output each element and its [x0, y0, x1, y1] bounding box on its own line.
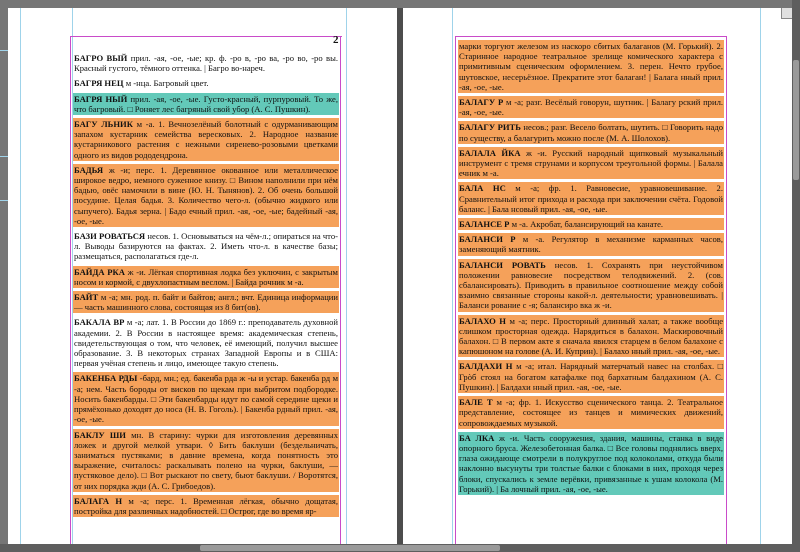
- entry-definition: м -нца. Багровый цвет.: [125, 78, 209, 89]
- dictionary-entry[interactable]: [458, 147, 724, 180]
- column-margin-line: [455, 36, 456, 544]
- entry-definition: м -а; фр. 1. Равновесие, уравновешивание. 2. Сравнительный итог прихода и расхода при заключении счёта. Годовой баланс. | Бала нсовый прил. -ая, -ое, -ые.: [459, 183, 723, 214]
- entry-definition: марки торгуют железом из наскоро сбитых балаганов (М. Горький). 2. Старинное народное театральное зрелище комического характера с примитивным сценическим оформлением. 3. перен. Нечто грубое, шутовское, несерьёзное. Прекратите этот балаган! | Балага нный прил. -ая, -ое, -ые.: [459, 41, 723, 92]
- entry-definition: ж -и. Часть сооружения, здания, машины, станка в виде опорного бруса. Железобетонная балка. □ Все головы поднялись вверх, глаза ожидающе смотрели в полукруглое под колоколами, откуда были наклонно высунуты три толстые балки с блоками в них, проходя через блоки, спускались к земле верёвки, привязанные к ушам колокола (М. Горький). | Ба лочный прил. -ая, -ое, -ые.: [459, 432, 723, 494]
- entry-headword: БАЛАНСЕ Р: [459, 219, 510, 230]
- entry-headword: БАКЕНБА РДЫ: [74, 373, 138, 384]
- dictionary-entry[interactable]: [73, 372, 339, 425]
- entry-definition: м -а; лат. 1. В России до 1869 г.: преподаватель духовной академии. 2. В России в настоящее время: академическая степень, свидетельствующая о том, что человек, её имеющий, получил высшее образование. 3. В некоторых странах Западной Европы и в США: первая учёная степень и лицо, имеющее такую степень.: [74, 317, 339, 369]
- entry-headword: БАЛАГУ Р: [459, 97, 504, 108]
- column-margin-line: [340, 36, 341, 544]
- left-text-frame[interactable]: [73, 52, 339, 542]
- ruler-guide[interactable]: [760, 8, 761, 544]
- entry-definition: несов.; разг. Весело болтать, шутить. □ Говорить надо по существу, а балагурить можно после (М. А. Шолохов).: [459, 122, 723, 143]
- dictionary-entry[interactable]: [458, 233, 724, 255]
- entry-definition: м -а. Акробат, балансирующий на канате.: [511, 219, 664, 230]
- dictionary-entry[interactable]: [73, 93, 339, 115]
- dictionary-entry[interactable]: [458, 218, 724, 230]
- column-margin-line: [726, 36, 727, 544]
- entry-definition: несов. 1. Сохранять при неустойчивом положении равновесие посредством телодвижений. 2. (сов. сбалансировать). Приводить в правильное соотношение между собой взаимно связанные стороны какой-л. деятельности; уравновешивать. | Баланси рование с -я; балансиро вка ж -и.: [459, 259, 723, 311]
- top-margin-line: [455, 36, 727, 37]
- ruler-guide[interactable]: [20, 8, 21, 544]
- entry-headword: БАДЬЯ: [74, 164, 104, 175]
- dictionary-entry[interactable]: [458, 259, 724, 312]
- entry-headword: БАЛАХО Н: [459, 315, 506, 326]
- dictionary-entry[interactable]: [73, 164, 339, 227]
- page-corner-icon: [781, 8, 792, 19]
- dictionary-entry[interactable]: [458, 40, 724, 93]
- scroll-thumb[interactable]: [793, 60, 799, 180]
- entry-definition: м -а; перс. Просторный длинный халат, а также вообще слишком просторная одежда. Нарядиться в балахон. Маскировочный балахон. □ В первом акте я сначала явился старцем в белом балахоне с капюшоном на голове (А. И. Куприн). | Балахо нный прил. -ая, -ое, -ые.: [459, 315, 724, 357]
- top-margin-line: [70, 36, 342, 37]
- entry-headword: БАГРЯ НЕЦ: [74, 78, 124, 89]
- entry-headword: БАГРО ВЫЙ: [74, 53, 128, 63]
- dictionary-entry[interactable]: [73, 118, 339, 161]
- entry-definition: м -а; фр. 1. Искусство сценического танца. 2. Театральное представление, состоящее из танцев и мимических движений, сопровождаемых музыкой.: [459, 397, 723, 428]
- entry-headword: БА ЛКА: [459, 432, 495, 443]
- entry-definition: прил. -ая, -ое, -ые; кр. ф. -ро в, -ро ва, -ро во, -ро вы. Красный густого, тёмного оттенка. | Багро во-нареч.: [74, 53, 338, 74]
- entry-definition: м -а; мн. род. п. байт и байтов; англ.; вчт. Единица информации — часть машинного слова, состоящая из 8 бит(ов).: [74, 292, 338, 313]
- entry-headword: БАЛАГУ РИТЬ: [459, 122, 521, 133]
- dictionary-entry[interactable]: [73, 230, 339, 263]
- dictionary-entry[interactable]: [458, 121, 724, 143]
- dictionary-entry[interactable]: [73, 316, 339, 369]
- dictionary-entry[interactable]: [73, 266, 339, 288]
- dictionary-entry[interactable]: [73, 495, 339, 517]
- entry-headword: БАГУ ЛЬНИК: [74, 119, 133, 130]
- entry-definition: -бард, мн.; ед. бакенба рда ж -ы и устар. бакенба рд м -а; нем. Часть бороды от висков по щекам при выбритом подбородке. Носить бакенбарды. □ Эти бакенбарды идут по самой середине щеки и прямёхонько доходят до носа (Н. В. Гоголь). | Бакенба рдный прил. -ая, -ое, -ые.: [74, 373, 339, 425]
- dictionary-entry[interactable]: [458, 182, 724, 215]
- dictionary-entry[interactable]: [458, 360, 724, 393]
- dictionary-entry[interactable]: [73, 291, 339, 313]
- entry-definition: прил. -ая, -ое, -ые. Густо-красный, пурпуровый. То же, что багровый. □ Роняет лес багряный свой убор (А. С. Пушкин).: [74, 93, 338, 114]
- ruler-guide[interactable]: [346, 8, 347, 544]
- entry-headword: БАЛАНСИ РОВАТЬ: [459, 259, 546, 270]
- entry-headword: БАЗИ РОВАТЬСЯ: [74, 231, 146, 242]
- entry-definition: м -а. Регулятор в механизме карманных часов, заменяющий маятник.: [459, 234, 723, 255]
- entry-definition: ж -и. Лёгкая спортивная лодка без уключин, с закрытым носом и кормой, с двухлопастным веслом. | Байда рочник м -а.: [74, 266, 338, 287]
- entry-headword: БАЛАЛА ЙКА: [459, 147, 521, 158]
- right-text-frame[interactable]: [458, 40, 724, 542]
- entry-definition: м -а. 1. Вечнозелёный болотный с одурманивающим запахом кустарник семейства вересковых. 2. Народное название кустарникового растения с нежными сиренево-розовыми цветками одного из видов рододендрона.: [74, 119, 338, 160]
- dictionary-entry[interactable]: [458, 432, 724, 495]
- dictionary-entry[interactable]: [73, 52, 339, 74]
- entry-headword: БАЙДА РКА: [74, 266, 125, 277]
- entry-definition: м -а; перс. 1. Временная лёгкая, обычно дощатая, постройка для различных надобностей. □ Острог, где во время яр-: [74, 495, 338, 516]
- entry-headword: БАКЛУ ШИ: [74, 429, 126, 440]
- dictionary-entry[interactable]: [458, 396, 724, 429]
- dictionary-entry[interactable]: [73, 77, 339, 89]
- entry-headword: БАГРЯ НЫЙ: [74, 93, 128, 104]
- entry-headword: БАКАЛА ВР: [74, 317, 125, 328]
- column-margin-line: [70, 36, 71, 544]
- dictionary-entry[interactable]: [458, 96, 724, 118]
- entry-headword: БАЛА НС: [459, 183, 506, 194]
- entry-headword: БАЛДАХИ Н: [459, 361, 513, 372]
- entry-definition: ж -и. Русский народный щипковый музыкальный инструмент с тремя струнами и корпусом треугольной формы. | Балала ечник м -а.: [459, 147, 723, 179]
- entry-headword: БАЛЕ Т: [459, 397, 493, 408]
- entry-headword: БАЙТ: [74, 292, 99, 303]
- entry-definition: несов. 1. Основываться на чём-л.; опираться на что-л. Выводы базируются на фактах. 2. Иметь что-л. в качестве базы; размещаться, располагаться где-л.: [74, 231, 338, 262]
- ruler-guide[interactable]: [452, 8, 453, 544]
- scroll-thumb[interactable]: [200, 545, 500, 551]
- entry-definition: м -а; итал. Нарядный матерчатый навес на столбах. □ Грòб стоял на богатом катафалке под бархатным балдахином (А. С. Пушкин). | Балдахи нный прил. -ая, -ое, -ые.: [459, 361, 723, 392]
- vertical-scrollbar[interactable]: [792, 0, 800, 552]
- entry-definition: ж -и; перс. 1. Деревянное окованное или металлическое широкое ведро, немного суженное книзу. □ Вином наполнили при нём бадью, овёс намочили в вине (Ю. Н. Тынянов). 2. Об очень большой посудине. Целая бадья. 3. Количество чего-л. (обычно жидкого или сыпучего). Бадья зерна. | Бадо ечный прил. -ая, -ое, -ые; бадейный -ая, -ое, -ые.: [74, 164, 338, 226]
- entry-headword: БАЛАГА Н: [74, 495, 123, 506]
- dictionary-entry[interactable]: [458, 315, 724, 358]
- entry-headword: БАЛАНСИ Р: [459, 234, 516, 245]
- entry-definition: м -а; разг. Весёлый говорун, шутник. | Балагу рский прил. -ая, -ое, -ые.: [459, 97, 724, 118]
- dictionary-entry[interactable]: [73, 429, 339, 492]
- page-number: 2: [333, 34, 339, 46]
- horizontal-scrollbar[interactable]: [0, 544, 800, 552]
- entry-definition: мн. В старину: чурки для изготовления деревянных ложек и другой мелкой утвари. ◊ Бить баклуши (бездельничать, заниматься пустяками; в давние времена, когда понятность это выражение, считалось: раскалывать полено на чурки, баклуши, — пустяковое дело). □ Вот рыскают по свету, бьют баклуши. / Воротятся, от них порядка жди (А. С. Грибоедов).: [74, 429, 338, 491]
